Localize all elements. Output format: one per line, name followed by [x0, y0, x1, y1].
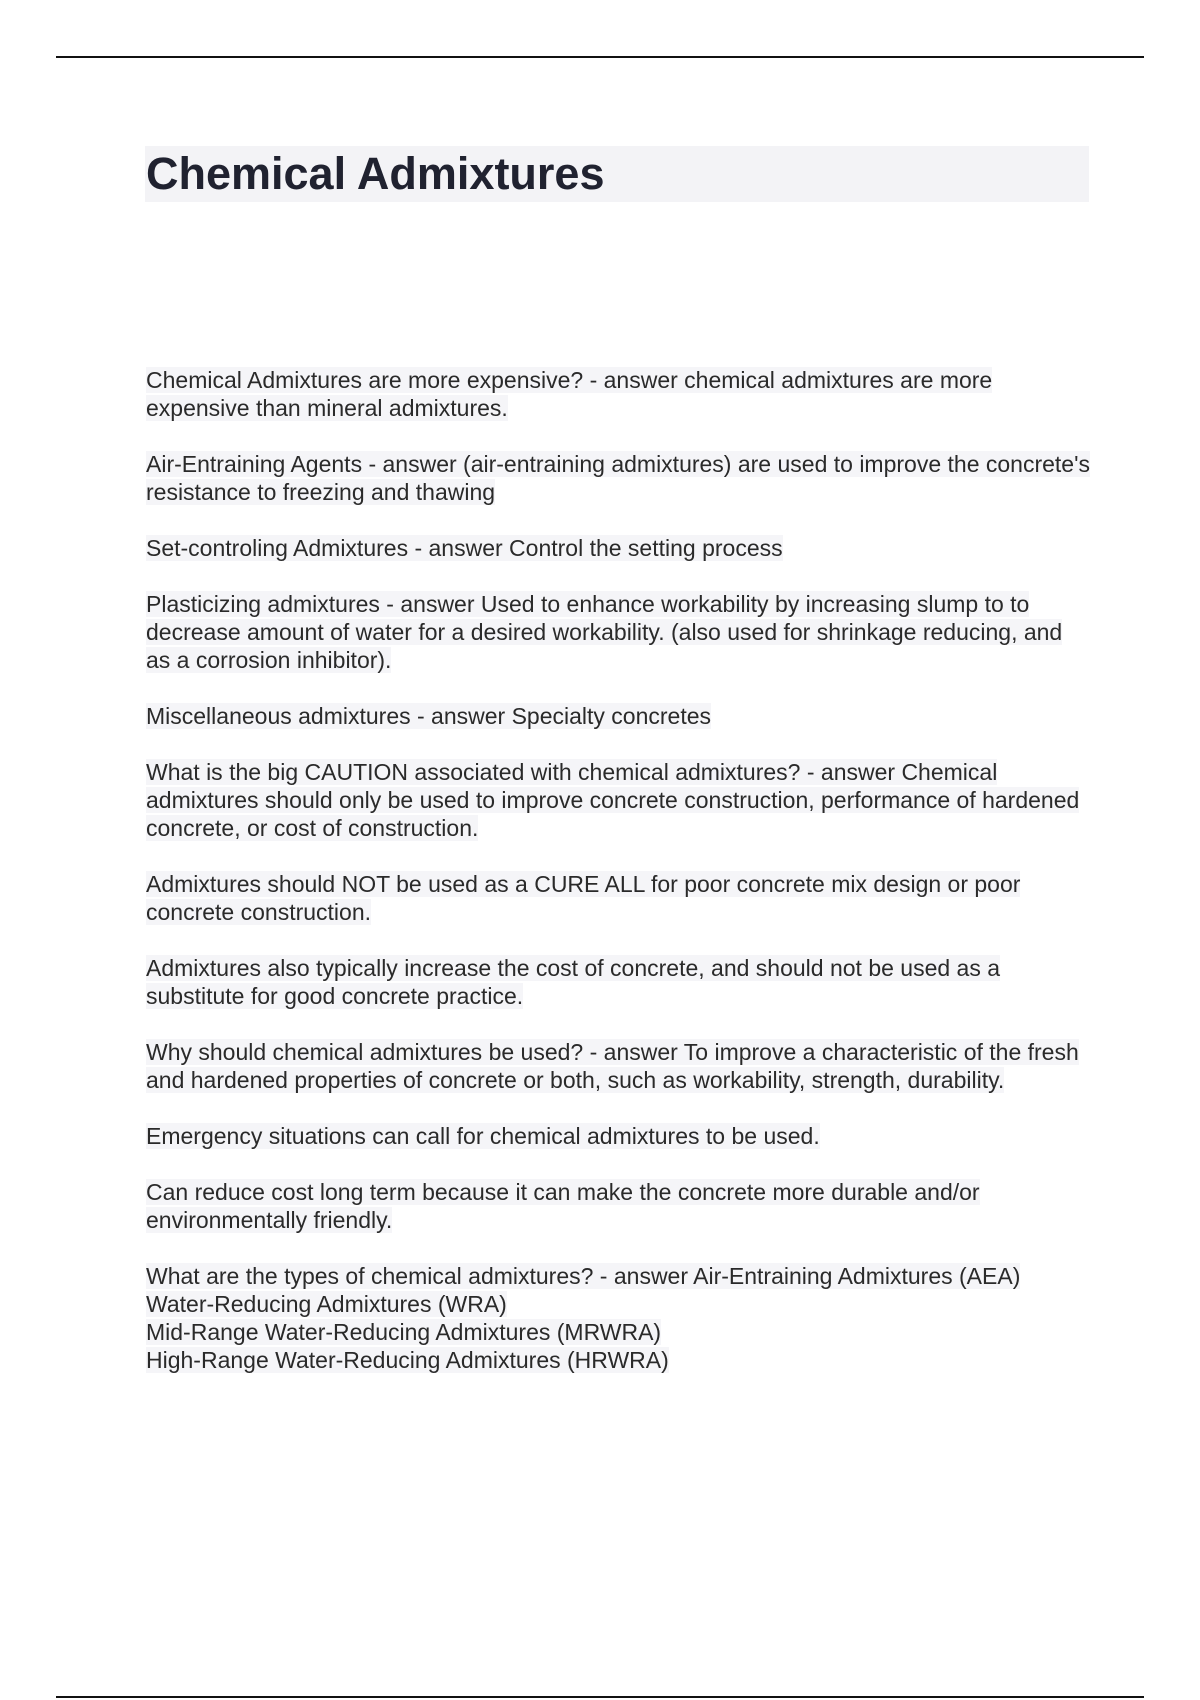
paragraph — [146, 954, 1091, 1010]
paragraph — [146, 366, 1091, 422]
paragraph-text: Plasticizing admixtures - answer Used to enhance workability by increasing slump to to decrease amount of water for a desired workability. (also used for shrinkage reducing, and as a corrosion inhibitor). — [146, 591, 1063, 673]
paragraph-text: Miscellaneous admixtures - answer Specialty concretes — [146, 703, 712, 729]
paragraph — [146, 870, 1091, 926]
paragraph — [146, 1178, 1091, 1234]
paragraph-text: What are the types of chemical admixtures? - answer Air-Entraining Admixtures (AEA) Water-Reducing Admixtures (WRA) Mid-Range Water-Reducing Admixtures (MRWRA) High-Range Water-Reducing Admixtures (HRWRA) — [146, 1263, 1021, 1373]
bottom-rule — [56, 1696, 1144, 1698]
paragraph — [146, 702, 1091, 730]
paragraph-text: Air-Entraining Agents - answer (air-entraining admixtures) are used to improve the concrete's resistance to freezing and thawing — [146, 451, 1090, 505]
paragraph — [146, 1038, 1091, 1094]
page-title: Chemical Admixtures — [146, 148, 605, 199]
top-rule — [56, 56, 1144, 58]
paragraph-text: Chemical Admixtures are more expensive? - answer chemical admixtures are more expensive than mineral admixtures. — [146, 367, 993, 421]
paragraph-text: Can reduce cost long term because it can make the concrete more durable and/or environmentally friendly. — [146, 1179, 980, 1233]
paragraph — [146, 534, 1091, 562]
document-body — [146, 366, 1091, 1402]
paragraph — [146, 590, 1091, 674]
paragraph-text: Emergency situations can call for chemical admixtures to be used. — [146, 1123, 820, 1149]
paragraph-text: Why should chemical admixtures be used? - answer To improve a characteristic of the fresh and hardened properties of concrete or both, such as workability, strength, durability. — [146, 1039, 1079, 1093]
paragraph-text: Admixtures should NOT be used as a CURE ALL for poor concrete mix design or poor concrete construction. — [146, 871, 1021, 925]
paragraph — [146, 758, 1091, 842]
paragraph — [146, 450, 1091, 506]
paragraph — [146, 1122, 1091, 1150]
paragraph — [146, 1262, 1091, 1374]
paragraph-text: Set-controling Admixtures - answer Control the setting process — [146, 535, 783, 561]
paragraph-text: What is the big CAUTION associated with chemical admixtures? - answer Chemical admixtures should only be used to improve concrete construction, performance of hardened concrete, or cost of construction. — [146, 759, 1080, 841]
paragraph-text: Admixtures also typically increase the cost of concrete, and should not be used as a substitute for good concrete practice. — [146, 955, 1001, 1009]
